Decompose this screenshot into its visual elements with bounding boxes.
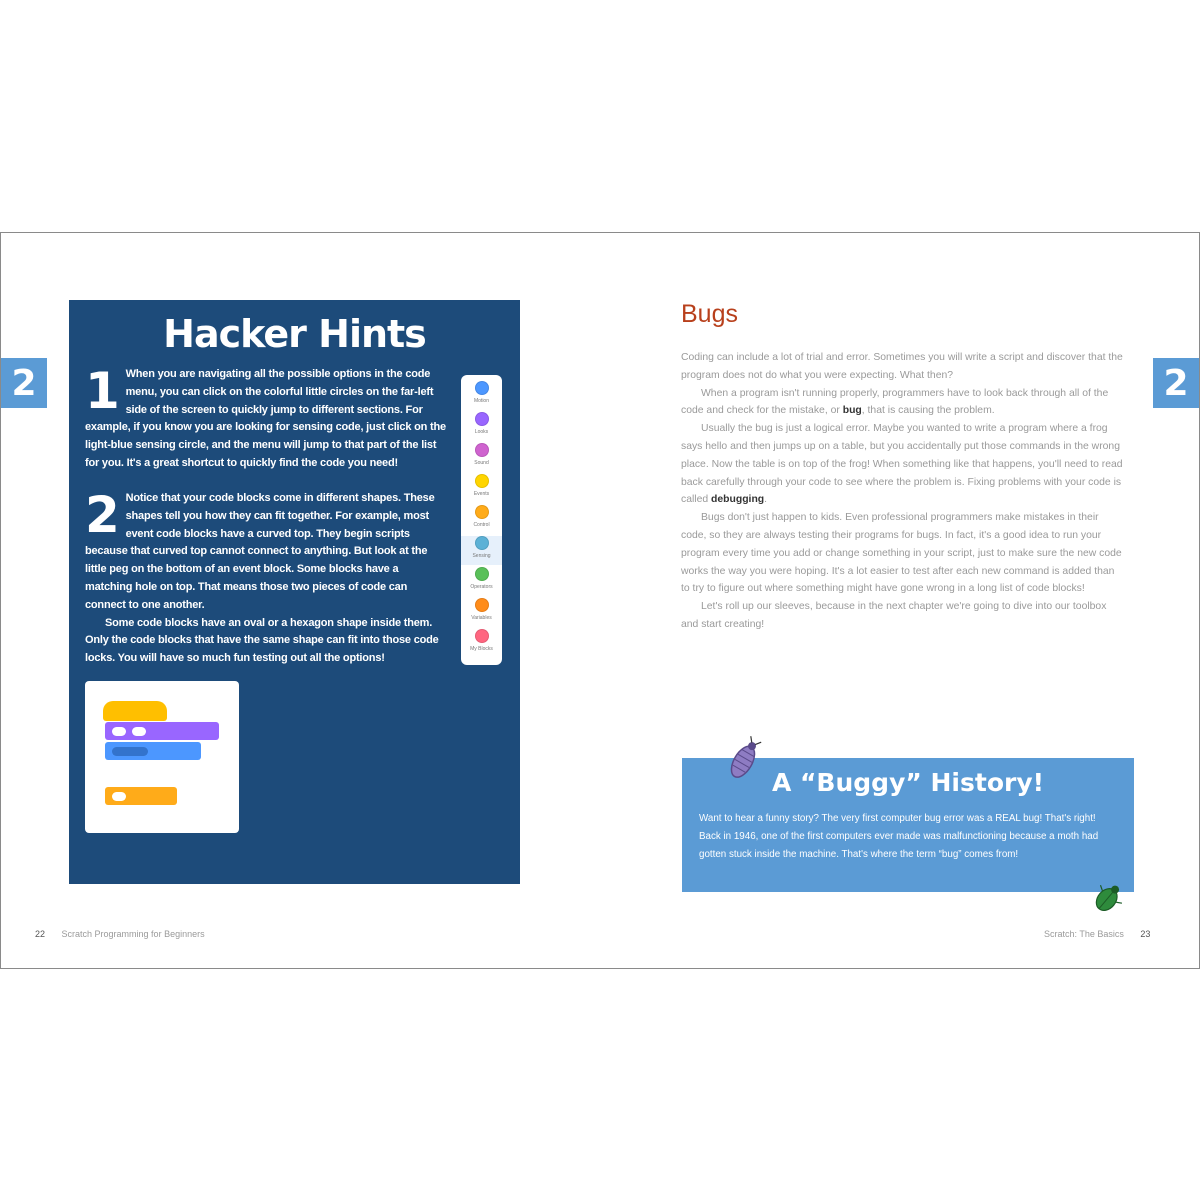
beetle-icon [1091, 881, 1125, 915]
category-dot-icon [475, 443, 489, 457]
category-label: Motion [473, 398, 489, 404]
category-dot-icon [475, 381, 489, 395]
chapter-number: 2 [11, 362, 37, 404]
category-label: Variables [471, 615, 492, 621]
history-text: Want to hear a funny story? The very first computer bug error was a REAL bug! That's right! Back in 1946, one of the first computers ever made was malfunctioning because a moth had gotten stuck inside the machine. That's where the term “bug” comes from! [699, 813, 1099, 860]
key-term: bug [842, 405, 862, 417]
category-dot-icon [475, 629, 489, 643]
text-run: . [764, 494, 768, 506]
running-title: Scratch Programming for Beginners [61, 929, 205, 939]
hint-1 [85, 362, 447, 473]
moth-icon [721, 736, 767, 784]
category-palette [461, 375, 502, 665]
hints-title: Hacker Hints [163, 312, 426, 356]
footer-right [1044, 929, 1150, 939]
hacker-hints-panel [69, 300, 520, 884]
category-dot-icon [475, 567, 489, 581]
text-run: , that is causing the problem. [861, 405, 995, 417]
text-run: Usually the bug is just a logical error. Maybe you wanted to write a program where a frog says hello and then jumps up on a table, but you accidentally put those commands in the wrong place. Now the table is on top of the frog! When something like that happens, you'll need to read back carefully through your code to see where the problem is. Fixing problems with your code is called [681, 423, 1123, 506]
hint-text: When you are navigating all the possible options in the code menu, you can click on the colorful little circles on the far-left side of the screen to quickly jump to different sections. For example, if you know you are looking for sensing code, just click on the light-blue sensing circle, and the menu will jump to that part of the list for you. It's a great shortcut to quickly find the code you need! [85, 368, 446, 469]
paragraph: Let's roll up our sleeves, because in the next chapter we're going to dive into our toolbox and start creating! [681, 601, 1107, 630]
go-to-block [105, 742, 201, 760]
section-heading: Bugs [681, 300, 738, 328]
category-dot-icon [475, 412, 489, 426]
category-label: Events [473, 491, 490, 497]
paragraph [681, 385, 1125, 421]
glide-block [105, 722, 219, 740]
category-label: Sensing [472, 553, 491, 559]
category-control[interactable] [461, 505, 502, 534]
category-dot-icon [475, 505, 489, 519]
code-blocks-example [85, 681, 239, 833]
wait-block [105, 787, 177, 805]
category-operators[interactable] [461, 567, 502, 596]
category-dot-icon [475, 598, 489, 612]
category-dot-icon [475, 536, 489, 550]
category-label: Control [473, 522, 490, 528]
paragraph: Coding can include a lot of trial and error. Sometimes you will write a script and discover that the program does not do what you were expecting. What then? [681, 352, 1123, 381]
paragraph [681, 420, 1125, 509]
hint-text: Notice that your code blocks come in different shapes. These shapes tell you how they can fit together. For example, most event code blocks have a curved top. They begin scripts because that curved top cannot connect to anything. But look at the little peg on the bottom of an event block. Some blocks have a matching hole on top. That means those two pieces of code can connect to one another. [85, 492, 435, 611]
category-my-blocks[interactable] [461, 629, 502, 658]
category-events[interactable] [461, 474, 502, 503]
hint-number: 1 [85, 362, 120, 420]
event-hat-block [103, 701, 167, 721]
chapter-number: 2 [1163, 362, 1189, 404]
history-title: A “Buggy” History! [771, 768, 1045, 797]
chapter-tab-left [1, 358, 47, 408]
hint-text-continued: Some code blocks have an oval or a hexagon shape inside them. Only the code blocks that have the same shape can fit into those code locks. You will have so much fun testing out all the options! [85, 616, 439, 665]
category-variables[interactable] [461, 598, 502, 627]
footer-left [35, 929, 205, 939]
category-sound[interactable] [461, 443, 502, 472]
book-spread [0, 232, 1200, 969]
page-number: 23 [1140, 929, 1151, 939]
category-label: My Blocks [470, 646, 493, 652]
page-number: 22 [35, 929, 46, 939]
hint-2 [85, 486, 447, 668]
text-run: When a program isn't running properly, programmers have to look back through all of the code and check for the mistake, or [681, 387, 1109, 417]
category-label: Looks [474, 429, 489, 435]
category-motion[interactable] [461, 381, 502, 410]
category-looks[interactable] [461, 412, 502, 441]
key-term: debugging [711, 494, 765, 506]
running-title: Scratch: The Basics [1044, 929, 1124, 939]
category-label: Sound [474, 460, 489, 466]
body-text [681, 349, 1125, 634]
category-dot-icon [475, 474, 489, 488]
chapter-tab-right [1153, 358, 1199, 408]
hint-number: 2 [85, 486, 120, 544]
category-sensing[interactable] [461, 536, 502, 565]
category-label: Operators [470, 584, 493, 590]
paragraph: Bugs don't just happen to kids. Even professional programmers make mistakes in their code, so they are always testing their programs for bugs. In fact, it's a good idea to run your program every time you add or change something in your script, just to make sure the new code works the way you were hoping. It's a lot easier to test after each new command is added than to try to figure out where something might have gone wrong in a long list of code blocks! [681, 512, 1122, 595]
